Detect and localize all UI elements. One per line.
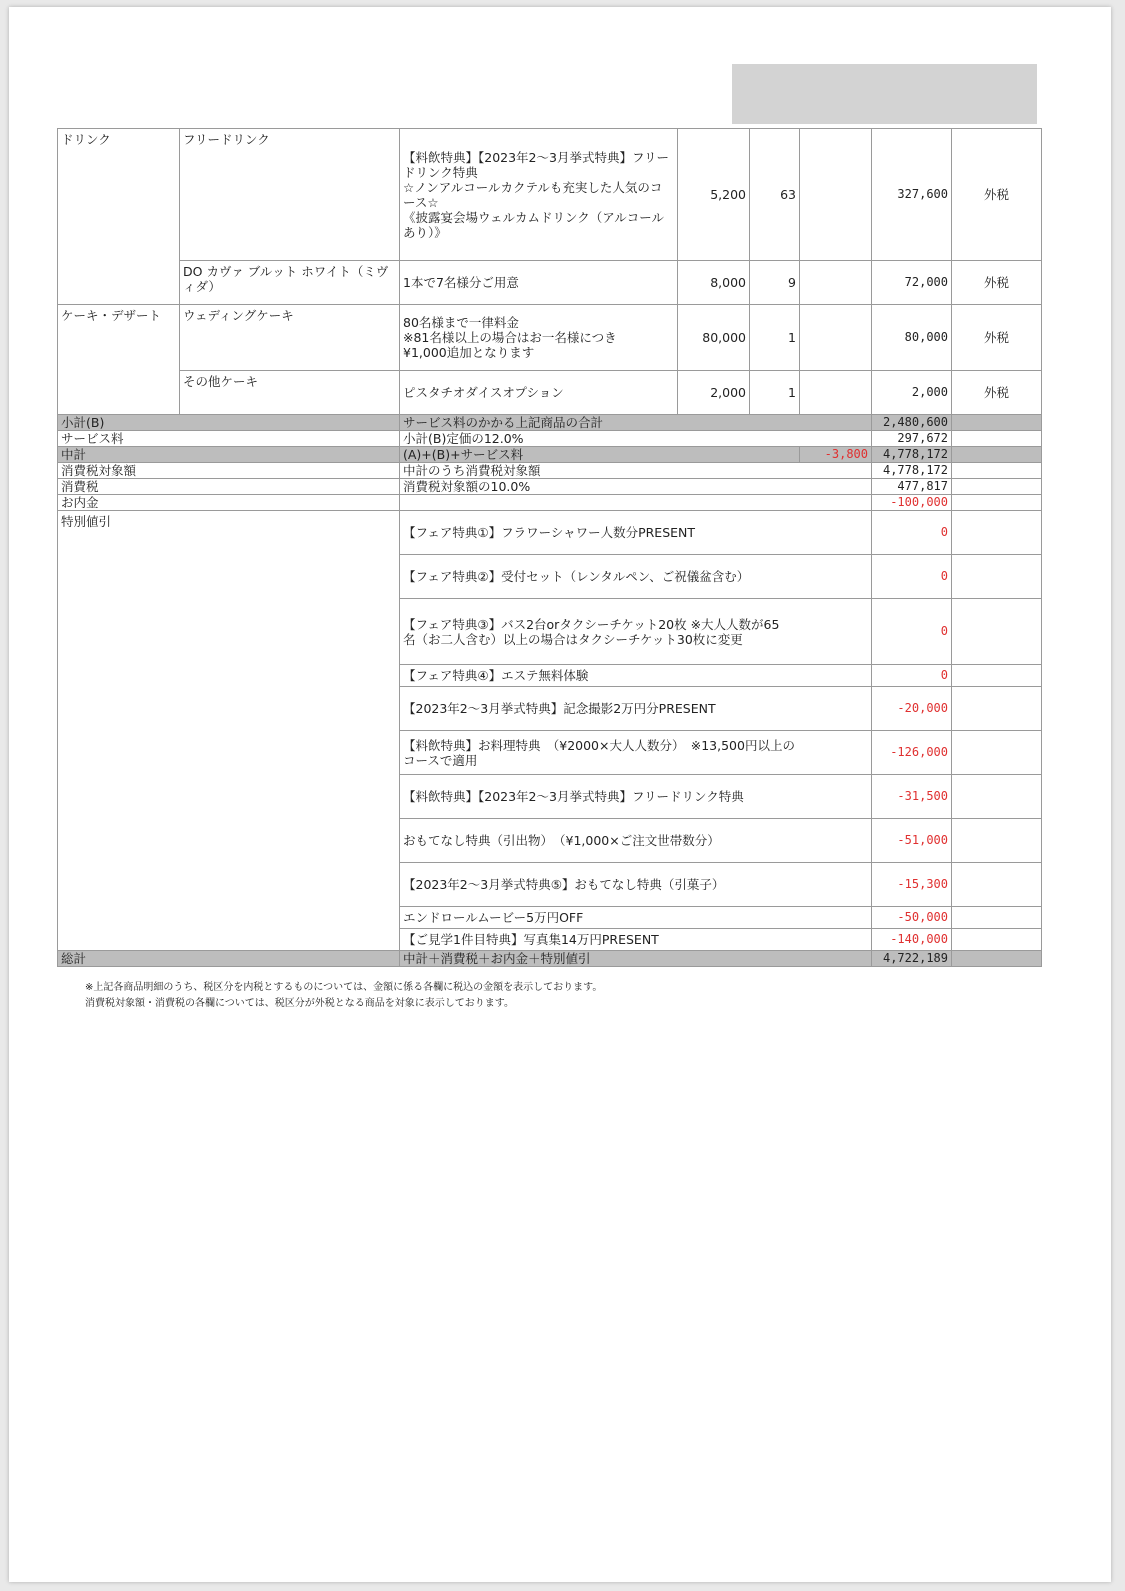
tax-label: 消費税 [58,479,400,495]
discount-amount: -126,000 [872,731,952,775]
item-row [58,261,1042,305]
item-tax: 外税 [952,305,1042,371]
item-desc: 80名様まで一律料金 ※81名様以上の場合はお一名様につき ¥1,000追加となります [400,305,678,371]
estimate-table [57,128,1042,967]
taxable-row [58,463,1042,479]
item-amount: 80,000 [872,305,952,371]
service-row [58,431,1042,447]
discount-amount: 0 [872,665,952,687]
item-tax: 外税 [952,129,1042,261]
discount-desc: 【料飲特典】【2023年2～3月挙式特典】フリードリンク特典 [400,775,872,819]
deposit-desc [400,495,872,511]
category-cell: ケーキ・デザート [58,305,180,415]
discount-desc: 【フェア特典②】受付セット（レンタルペン、ご祝儀盆含む） [400,555,872,599]
item-discount [800,371,872,415]
item-qty: 9 [750,261,800,305]
midtotal-discount: -3,800 [800,447,872,463]
item-discount [800,305,872,371]
taxable-amount: 4,778,172 [872,463,952,479]
tax-row [58,479,1042,495]
discount-amount: -20,000 [872,687,952,731]
item-row [58,371,1042,415]
item-price: 8,000 [678,261,750,305]
deposit-row [58,495,1042,511]
item-discount [800,261,872,305]
item-name: ウェディングケーキ [180,305,400,371]
item-tax: 外税 [952,261,1042,305]
discount-desc: エンドロールムービー5万円OFF [400,907,872,929]
discount-desc [400,731,872,775]
item-qty: 1 [750,371,800,415]
discount-amount: -31,500 [872,775,952,819]
special-discount-label: 特別値引 [58,511,400,951]
item-desc: 【料飲特典】【2023年2～3月挙式特典】フリードリンク特典 ☆ノンアルコールカクテルも充実した人気のコース☆ 《披露宴会場ウェルカムドリンク（アルコールあり）》 [400,129,678,261]
tax-desc: 消費税対象額の10.0% [400,479,872,495]
item-amount: 327,600 [872,129,952,261]
total-amount: 4,722,189 [872,951,952,967]
redacted-block [732,64,1037,124]
item-name: その他ケーキ [180,371,400,415]
item-amount: 2,000 [872,371,952,415]
total-row [58,951,1042,967]
midtotal-desc: (A)+(B)+サービス料 [400,447,800,463]
item-price: 5,200 [678,129,750,261]
midtotal-amount: 4,778,172 [872,447,952,463]
discount-amount: 0 [872,511,952,555]
service-label: サービス料 [58,431,400,447]
discount-amount: -50,000 [872,907,952,929]
item-desc: 1本で7名様分ご用意 [400,261,678,305]
subtotal-label: 小計(B) [58,415,400,431]
total-label: 総計 [58,951,400,967]
midtotal-row [58,447,1042,463]
discount-amount: -15,300 [872,863,952,907]
discount-desc: 【フェア特典④】エステ無料体験 [400,665,872,687]
service-amount: 297,672 [872,431,952,447]
item-tax: 外税 [952,371,1042,415]
service-desc: 小計(B)定価の12.0% [400,431,872,447]
item-amount: 72,000 [872,261,952,305]
discount-desc: 【2023年2～3月挙式特典】記念撮影2万円分PRESENT [400,687,872,731]
tax-amount: 477,817 [872,479,952,495]
discount-desc-text: 【フェア特典③】バス2台orタクシーチケット20枚 ※大人人数が65名（お二人含む）以上の場合はタクシーチケット30枚に変更 [403,616,780,647]
discount-amount: 0 [872,599,952,665]
footnote: 消費税対象額・消費税の各欄については、税区分が外税となる商品を対象に表示しております。 [85,998,514,1009]
discount-desc: おもてなし特典（引出物） （¥1,000×ご注文世帯数分） [400,819,872,863]
total-desc: 中計＋消費税＋お内金＋特別値引 [400,951,872,967]
item-qty: 1 [750,305,800,371]
item-row [58,305,1042,371]
deposit-amount: -100,000 [872,495,952,511]
item-desc: ピスタチオダイスオプション [400,371,678,415]
discount-desc: 【フェア特典①】フラワーシャワー人数分PRESENT [400,511,872,555]
item-price: 80,000 [678,305,750,371]
taxable-label: 消費税対象額 [58,463,400,479]
midtotal-label: 中計 [58,447,400,463]
item-name: DO カヴァ ブルット ホワイト（ミヴィダ） [180,261,400,305]
item-price: 2,000 [678,371,750,415]
discount-amount: -140,000 [872,929,952,951]
discount-amount: 0 [872,555,952,599]
item-row [58,129,1042,261]
discount-amount: -51,000 [872,819,952,863]
subtotal-desc: サービス料のかかる上記商品の合計 [400,415,872,431]
special-discount-row [58,511,1042,555]
deposit-label: お内金 [58,495,400,511]
taxable-desc: 中計のうち消費税対象額 [400,463,872,479]
discount-desc: 【ご見学1件目特典】写真集14万円PRESENT [400,929,872,951]
item-name: フリードリンク [180,129,400,261]
subtotal-row [58,415,1042,431]
category-cell: ドリンク [58,129,180,305]
footnotes [85,980,602,1012]
item-qty: 63 [750,129,800,261]
discount-desc-text: 【料飲特典】お料理特典 （¥2000×大人人数分） ※13,500円以上のコースで適用 [403,737,795,768]
discount-desc [400,599,872,665]
discount-desc: 【2023年2～3月挙式特典⑤】おもてなし特典（引菓子） [400,863,872,907]
item-discount [800,129,872,261]
subtotal-amount: 2,480,600 [872,415,952,431]
footnote: ※上記各商品明細のうち、税区分を内税とするものについては、金額に係る各欄に税込の金額を表示しております。 [85,982,603,993]
